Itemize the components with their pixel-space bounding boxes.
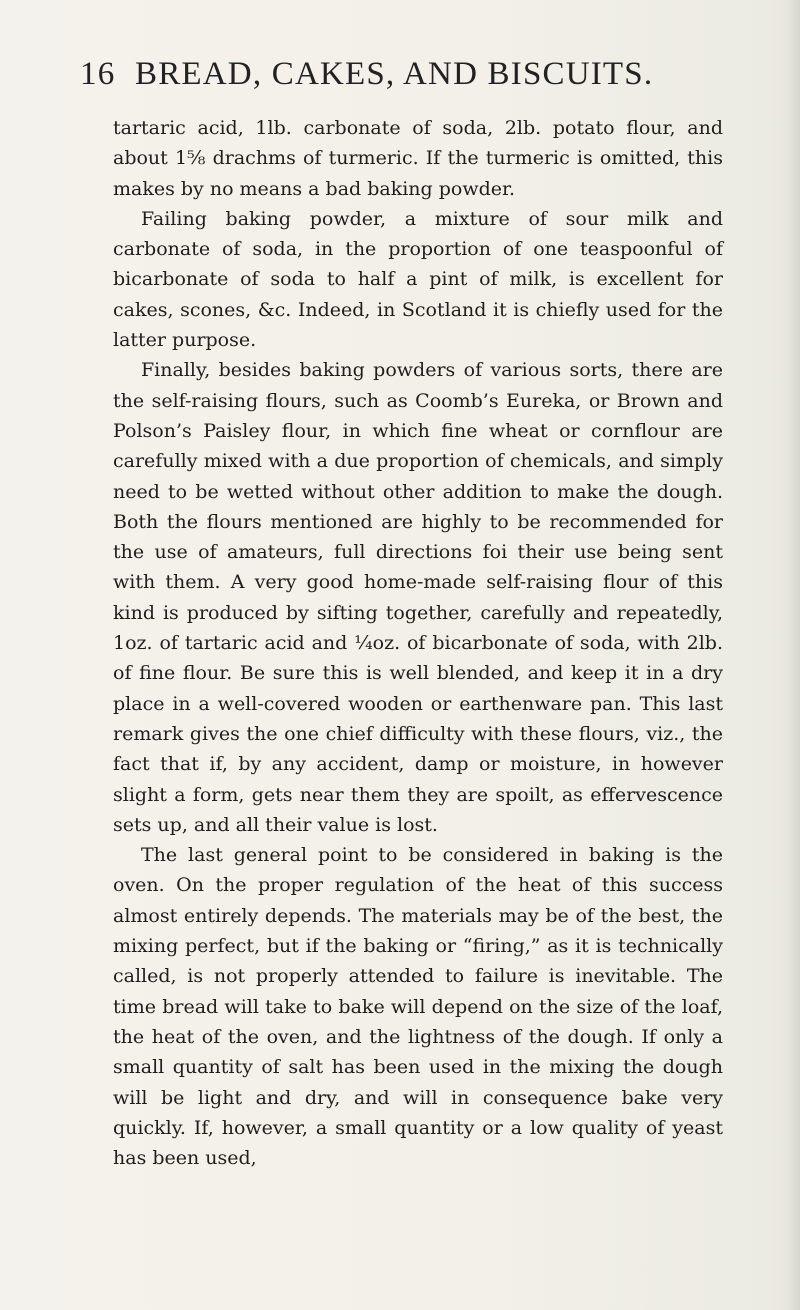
body-text: [113, 113, 723, 1173]
paragraph-oven: The last general point to be considered in baking is the oven. On the proper regulation of the heat of this success almost entirely depends. The materials may be of the best, the mixing perfect, but if the baking or “firing,” as it is technically called, is not properly attended to failure is inevitable. The time bread will take to bake will depend on the size of the loaf, the heat of the oven, and the lightness of the dough. If only a small quantity of salt has been used in the mixing the dough will be light and dry, and will in consequence bake very quickly. If, however, a small quantity or a low quality of yeast has been used,: [113, 844, 723, 1170]
page-edge-shadow: [786, 0, 800, 1310]
paragraph-sour-milk: Failing baking powder, a mixture of sour milk and carbonate of soda, in the proportion of one teaspoonful of bicarbonate of soda to half a pint of milk, is excellent for cakes, scones, &c. Indeed, in Scotland it is chiefly used for the latter purpose.: [113, 207, 723, 352]
paragraph-self-raising-flours: Finally, besides baking powders of various sorts, there are the self-raising flours, such as Coomb’s Eureka, or Brown and Polson’s Paisley flour, in which fine wheat or cornflour are carefully mixed with a due proportion of chemicals, and simply need to be wetted without other addition to make the dough. Both the flours mentioned are highly to be recommended for the use of amateurs, full directions foi their use being sent with them. A very good home-made self-raising flour of this kind is produced by sifting together, carefully and repeatedly, 1oz. of tartaric acid and ¼oz. of bicarbonate of soda, with 2lb. of fine flour. Be sure this is well blended, and keep it in a dry place in a well-covered wooden or earthenware pan. This last remark gives the one chief difficulty with these flours, viz., the fact that if, by any accident, damp or moisture, in however slight a form, gets near them they are spoilt, as effervescence sets up, and all their value is lost.: [113, 359, 723, 836]
running-title: BREAD, CAKES, AND BISCUITS.: [135, 56, 654, 92]
running-head: [80, 56, 720, 96]
page-number: 16: [80, 56, 116, 92]
paragraph-continuation: tartaric acid, 1lb. carbonate of soda, 2lb. potato flour, and about 1⅝ drachms of turmeric. If the turmeric is omitted, this makes by no means a bad baking powder.: [113, 117, 723, 200]
